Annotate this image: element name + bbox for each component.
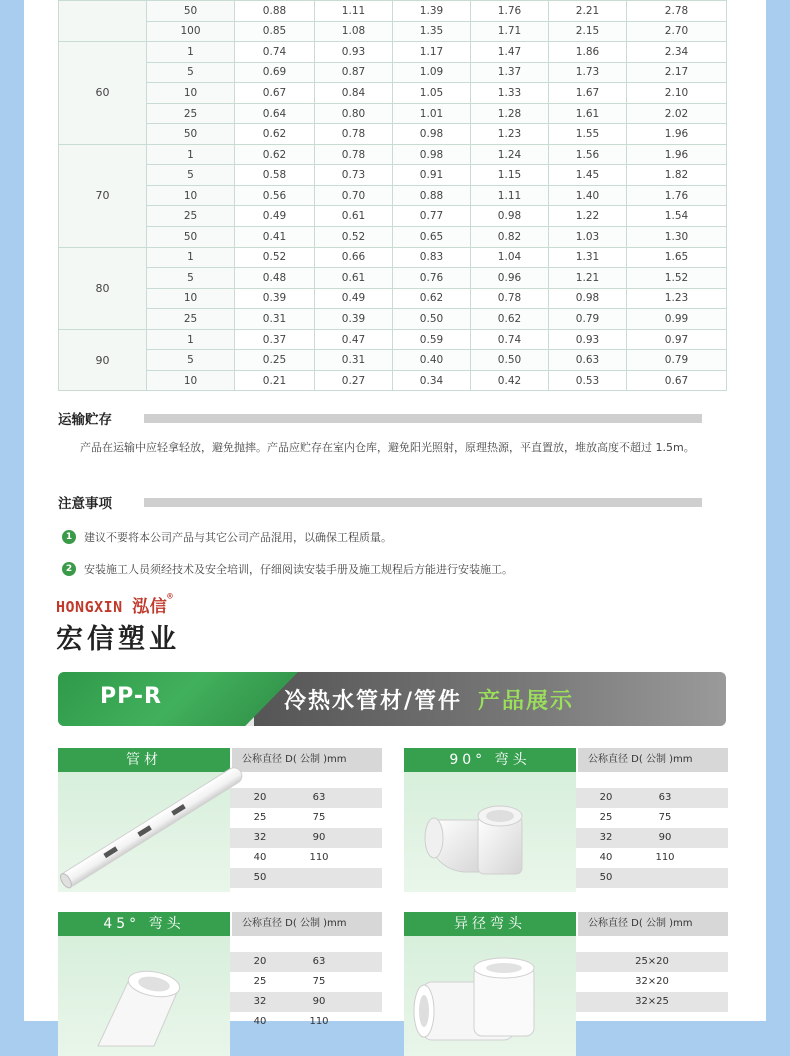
pressure-value-cell: 1.45 <box>549 165 627 186</box>
pressure-value-cell: 2.70 <box>627 21 727 42</box>
pressure-value-cell: 0.39 <box>235 288 315 309</box>
size-value <box>622 868 682 888</box>
size-row <box>576 868 728 888</box>
table-row <box>59 165 727 186</box>
pressure-value-cell: 2.02 <box>627 103 727 124</box>
pressure-value-cell: 0.79 <box>549 309 627 330</box>
pressure-value-cell: 2.34 <box>627 42 727 63</box>
size-value <box>276 868 336 888</box>
pressure-value-cell: 1.76 <box>471 1 549 22</box>
temperature-cell: 70 <box>59 144 147 247</box>
temperature-cell: 80 <box>59 247 147 329</box>
pressure-value-cell: 0.52 <box>235 247 315 268</box>
pressure-value-cell: 0.47 <box>315 329 393 350</box>
years-cell: 50 <box>147 124 235 145</box>
size-row <box>230 992 382 1012</box>
banner-title-text: 冷热水管材/管件 <box>284 689 463 714</box>
pressure-value-cell: 0.99 <box>627 309 727 330</box>
notes-heading-label: 注意事项 <box>58 496 112 512</box>
pressure-table <box>58 0 727 391</box>
pressure-value-cell: 0.82 <box>471 227 549 248</box>
years-cell: 10 <box>147 83 235 104</box>
pressure-value-cell: 0.56 <box>235 185 315 206</box>
pressure-value-cell: 1.11 <box>471 185 549 206</box>
pressure-value-cell: 0.37 <box>235 329 315 350</box>
pressure-value-cell: 0.88 <box>393 185 471 206</box>
pressure-value-cell: 1.15 <box>471 165 549 186</box>
elbow90-title: 90° 弯头 <box>404 748 576 772</box>
notes-heading-bar <box>144 498 702 507</box>
pressure-value-cell: 0.98 <box>549 288 627 309</box>
pressure-value-cell: 0.52 <box>315 227 393 248</box>
temperature-cell <box>59 1 147 42</box>
pressure-value-cell: 0.40 <box>393 350 471 371</box>
pressure-value-cell: 0.78 <box>315 144 393 165</box>
note-number-1: 1 <box>62 530 76 544</box>
reducer-size-header: 公称直径 D( 公制 )mm <box>578 912 728 936</box>
elbow45-image <box>58 936 230 1056</box>
pipe-title: 管材 <box>58 748 230 772</box>
size-value: 90 <box>312 996 326 1007</box>
pressure-value-cell: 1.21 <box>549 268 627 289</box>
size-value: 110 <box>309 852 329 863</box>
pipe-sizes <box>230 788 382 888</box>
size-row <box>230 952 382 972</box>
pipe-illustration <box>58 772 230 892</box>
years-cell: 5 <box>147 165 235 186</box>
size-value: 20 <box>253 792 267 803</box>
years-cell: 25 <box>147 309 235 330</box>
pressure-value-cell: 1.67 <box>549 83 627 104</box>
pressure-value-cell: 0.53 <box>549 370 627 391</box>
pressure-value-cell: 0.91 <box>393 165 471 186</box>
reducer-sizes <box>576 952 728 1012</box>
pressure-value-cell: 0.62 <box>235 144 315 165</box>
pressure-value-cell: 0.66 <box>315 247 393 268</box>
pressure-value-cell: 2.17 <box>627 62 727 83</box>
size-value: 40 <box>599 852 613 863</box>
pressure-value-cell: 1.17 <box>393 42 471 63</box>
reducer-title: 异径弯头 <box>404 912 576 936</box>
pressure-value-cell: 0.85 <box>235 21 315 42</box>
pressure-value-cell: 0.79 <box>627 350 727 371</box>
size-row <box>230 848 382 868</box>
pressure-value-cell: 1.82 <box>627 165 727 186</box>
pressure-value-cell: 0.41 <box>235 227 315 248</box>
pressure-value-cell: 0.62 <box>235 124 315 145</box>
pressure-value-cell: 0.74 <box>471 329 549 350</box>
years-cell: 5 <box>147 350 235 371</box>
pressure-value-cell: 1.30 <box>627 227 727 248</box>
pressure-value-cell: 0.31 <box>315 350 393 371</box>
size-value: 32 <box>253 996 267 1007</box>
product-card-elbow45 <box>58 912 382 1027</box>
size-value: 110 <box>309 1016 329 1027</box>
size-row <box>230 1012 382 1032</box>
brand-en: HONGXIN <box>56 598 123 616</box>
product-card-elbow90 <box>404 748 728 892</box>
banner-show-text: 产品展示 <box>478 689 575 714</box>
size-row <box>230 972 382 992</box>
years-cell: 5 <box>147 268 235 289</box>
pressure-value-cell: 0.83 <box>393 247 471 268</box>
elbow45-size-header: 公称直径 D( 公制 )mm <box>232 912 382 936</box>
pressure-value-cell: 0.21 <box>235 370 315 391</box>
pressure-value-cell: 0.50 <box>471 350 549 371</box>
size-value: 75 <box>312 976 326 987</box>
years-cell: 10 <box>147 185 235 206</box>
size-value: 75 <box>658 812 672 823</box>
pressure-value-cell: 1.04 <box>471 247 549 268</box>
pressure-value-cell: 1.55 <box>549 124 627 145</box>
temperature-cell: 60 <box>59 42 147 145</box>
pressure-value-cell: 2.21 <box>549 1 627 22</box>
transport-heading-bar <box>144 414 702 423</box>
pressure-value-cell: 0.49 <box>235 206 315 227</box>
size-row <box>576 788 728 808</box>
pressure-value-cell: 1.96 <box>627 144 727 165</box>
size-value: 25 <box>599 812 613 823</box>
table-row <box>59 144 727 165</box>
pressure-value-cell: 0.84 <box>315 83 393 104</box>
pressure-value-cell: 1.09 <box>393 62 471 83</box>
pressure-value-cell: 0.62 <box>471 309 549 330</box>
years-cell: 50 <box>147 1 235 22</box>
size-value: 63 <box>658 792 672 803</box>
size-value: 110 <box>655 852 675 863</box>
pressure-value-cell: 0.96 <box>471 268 549 289</box>
pressure-value-cell: 0.87 <box>315 62 393 83</box>
pressure-value-cell: 1.37 <box>471 62 549 83</box>
size-row <box>230 828 382 848</box>
pressure-value-cell: 0.34 <box>393 370 471 391</box>
size-value: 40 <box>253 1016 267 1027</box>
pressure-value-cell: 1.23 <box>471 124 549 145</box>
pressure-value-cell: 1.61 <box>549 103 627 124</box>
pressure-value-cell: 1.23 <box>627 288 727 309</box>
elbow45-illustration <box>58 936 230 1056</box>
size-value: 25 <box>253 812 267 823</box>
years-cell: 10 <box>147 370 235 391</box>
pressure-value-cell: 1.96 <box>627 124 727 145</box>
note-item-1 <box>62 529 392 545</box>
size-value: 32 <box>599 832 613 843</box>
pressure-value-cell: 0.42 <box>471 370 549 391</box>
brand-cn-red: 泓信 <box>132 597 168 617</box>
size-value: 32 <box>253 832 267 843</box>
transport-text: 产品在运输中应轻拿轻放，避免抛摔。产品应贮存在室内仓库，避免阳光照射，原理热源，平直置放，堆放高度不超过 1.5m。 <box>80 441 695 454</box>
table-row <box>59 268 727 289</box>
size-value: 75 <box>312 812 326 823</box>
pressure-value-cell: 0.63 <box>549 350 627 371</box>
pressure-value-cell: 0.48 <box>235 268 315 289</box>
pressure-value-cell: 1.11 <box>315 1 393 22</box>
pressure-value-cell: 0.98 <box>471 206 549 227</box>
elbow90-illustration <box>404 772 576 892</box>
pressure-value-cell: 1.54 <box>627 206 727 227</box>
pressure-value-cell: 0.78 <box>315 124 393 145</box>
banner-pp-r: PP-R <box>100 684 162 709</box>
banner-title <box>284 684 574 715</box>
size-value: 20 <box>253 956 267 967</box>
pipe-size-header: 公称直径 D( 公制 )mm <box>232 748 382 772</box>
pressure-value-cell: 1.73 <box>549 62 627 83</box>
elbow90-sizes <box>576 788 728 888</box>
size-value: 50 <box>599 872 613 883</box>
pressure-value-cell: 1.76 <box>627 185 727 206</box>
pressure-value-cell: 1.31 <box>549 247 627 268</box>
pressure-value-cell: 0.73 <box>315 165 393 186</box>
pressure-value-cell: 0.98 <box>393 124 471 145</box>
size-value: 32×25 <box>635 996 669 1007</box>
pressure-value-cell: 1.56 <box>549 144 627 165</box>
elbow90-size-header: 公称直径 D( 公制 )mm <box>578 748 728 772</box>
table-row <box>59 185 727 206</box>
size-row <box>576 828 728 848</box>
elbow45-title: 45° 弯头 <box>58 912 230 936</box>
years-cell: 25 <box>147 206 235 227</box>
reducer-illustration <box>404 936 576 1056</box>
years-cell: 1 <box>147 42 235 63</box>
pressure-value-cell: 0.97 <box>627 329 727 350</box>
pressure-value-cell: 0.93 <box>549 329 627 350</box>
pressure-table-body <box>59 1 727 391</box>
note-number-2: 2 <box>62 562 76 576</box>
size-value: 25 <box>253 976 267 987</box>
pressure-value-cell: 1.39 <box>393 1 471 22</box>
elbow45-sizes <box>230 952 382 1032</box>
pressure-value-cell: 0.58 <box>235 165 315 186</box>
size-row <box>576 848 728 868</box>
table-row <box>59 288 727 309</box>
table-row <box>59 62 727 83</box>
pressure-value-cell: 1.22 <box>549 206 627 227</box>
size-value: 25×20 <box>635 956 669 967</box>
size-row <box>230 808 382 828</box>
size-value: 32×20 <box>635 976 669 987</box>
size-value: 90 <box>312 832 326 843</box>
pressure-value-cell: 1.86 <box>549 42 627 63</box>
table-row <box>59 124 727 145</box>
pressure-value-cell: 0.61 <box>315 268 393 289</box>
reducer-image <box>404 936 576 1056</box>
years-cell: 10 <box>147 288 235 309</box>
pressure-value-cell: 0.70 <box>315 185 393 206</box>
transport-heading <box>58 409 702 427</box>
size-row <box>576 992 728 1012</box>
pressure-value-cell: 0.67 <box>235 83 315 104</box>
product-card-pipe <box>58 748 382 892</box>
pressure-value-cell: 1.71 <box>471 21 549 42</box>
size-row <box>576 808 728 828</box>
pressure-value-cell: 0.50 <box>393 309 471 330</box>
size-value: 40 <box>253 852 267 863</box>
pressure-value-cell: 2.15 <box>549 21 627 42</box>
size-row <box>576 972 728 992</box>
pressure-value-cell: 0.64 <box>235 103 315 124</box>
table-row <box>59 103 727 124</box>
pressure-value-cell: 0.61 <box>315 206 393 227</box>
pressure-value-cell: 0.39 <box>315 309 393 330</box>
pressure-value-cell: 0.31 <box>235 309 315 330</box>
table-row <box>59 206 727 227</box>
years-cell: 1 <box>147 329 235 350</box>
size-value: 50 <box>253 872 267 883</box>
pressure-value-cell: 0.88 <box>235 1 315 22</box>
pressure-value-cell: 0.80 <box>315 103 393 124</box>
pressure-value-cell: 1.03 <box>549 227 627 248</box>
table-row <box>59 83 727 104</box>
catalog-page <box>24 0 766 1027</box>
years-cell: 1 <box>147 144 235 165</box>
table-row <box>59 370 727 391</box>
years-cell: 1 <box>147 247 235 268</box>
pressure-value-cell: 1.28 <box>471 103 549 124</box>
pressure-value-cell: 0.74 <box>235 42 315 63</box>
pressure-value-cell: 1.05 <box>393 83 471 104</box>
pressure-value-cell: 1.40 <box>549 185 627 206</box>
pressure-value-cell: 0.25 <box>235 350 315 371</box>
pressure-value-cell: 0.77 <box>393 206 471 227</box>
pressure-value-cell: 0.62 <box>393 288 471 309</box>
years-cell: 25 <box>147 103 235 124</box>
years-cell: 5 <box>147 62 235 83</box>
pressure-value-cell: 1.35 <box>393 21 471 42</box>
table-row <box>59 227 727 248</box>
pressure-value-cell: 1.01 <box>393 103 471 124</box>
product-banner <box>58 672 726 726</box>
pipe-image <box>58 772 230 892</box>
pressure-value-cell: 1.33 <box>471 83 549 104</box>
pressure-value-cell: 1.65 <box>627 247 727 268</box>
table-row <box>59 350 727 371</box>
table-row <box>59 309 727 330</box>
note-text-1: 建议不要将本公司产品与其它公司产品混用，以确保工程质量。 <box>84 531 392 544</box>
table-row <box>59 42 727 63</box>
note-text-2: 安装施工人员须经技术及安全培训，仔细阅读安装手册及施工规程后方能进行安装施工。 <box>84 563 513 576</box>
years-cell: 100 <box>147 21 235 42</box>
pressure-value-cell: 2.78 <box>627 1 727 22</box>
brand-logo <box>56 592 173 617</box>
pressure-value-cell: 0.65 <box>393 227 471 248</box>
pressure-value-cell: 0.76 <box>393 268 471 289</box>
size-row <box>230 788 382 808</box>
size-row <box>576 952 728 972</box>
pressure-value-cell: 1.24 <box>471 144 549 165</box>
note-item-2 <box>62 561 513 577</box>
notes-heading <box>58 493 702 511</box>
pressure-value-cell: 0.67 <box>627 370 727 391</box>
pressure-value-cell: 2.10 <box>627 83 727 104</box>
years-cell: 50 <box>147 227 235 248</box>
pressure-value-cell: 1.08 <box>315 21 393 42</box>
pressure-value-cell: 0.27 <box>315 370 393 391</box>
table-row <box>59 21 727 42</box>
registered-mark: ® <box>167 592 174 602</box>
table-row <box>59 247 727 268</box>
brand-company-name: 宏信塑业 <box>56 624 180 655</box>
size-value: 20 <box>599 792 613 803</box>
pressure-value-cell: 0.78 <box>471 288 549 309</box>
pressure-value-cell: 0.49 <box>315 288 393 309</box>
pressure-value-cell: 1.52 <box>627 268 727 289</box>
size-value: 63 <box>312 956 326 967</box>
size-value: 90 <box>658 832 672 843</box>
elbow90-image <box>404 772 576 892</box>
pressure-value-cell: 1.47 <box>471 42 549 63</box>
transport-heading-label: 运输贮存 <box>58 412 112 428</box>
table-row <box>59 1 727 22</box>
temperature-cell: 90 <box>59 329 147 391</box>
pressure-value-cell: 0.69 <box>235 62 315 83</box>
product-card-reducer <box>404 912 728 1021</box>
pressure-value-cell: 0.59 <box>393 329 471 350</box>
pressure-value-cell: 0.98 <box>393 144 471 165</box>
size-value: 63 <box>312 792 326 803</box>
size-row <box>230 868 382 888</box>
pressure-value-cell: 0.93 <box>315 42 393 63</box>
table-row <box>59 329 727 350</box>
